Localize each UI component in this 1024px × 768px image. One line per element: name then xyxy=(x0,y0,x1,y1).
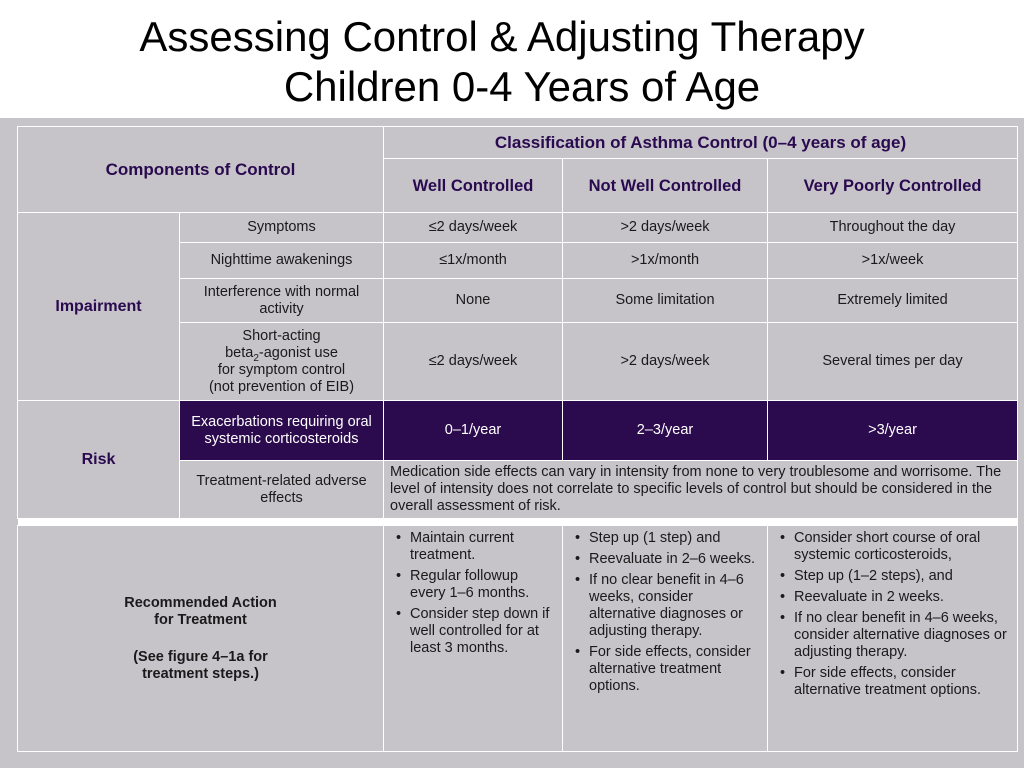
list-item: • If no clear benefit in 4–6 weeks, consider alternative diagnoses or adjusting therapy. xyxy=(794,610,1007,661)
table-row xyxy=(18,401,1018,461)
component-cell: Treatment-related adverse effects xyxy=(180,461,384,519)
component-cell: Interference with normal activity xyxy=(180,279,384,323)
header-not-well-controlled: Not Well Controlled xyxy=(563,159,768,213)
header-classification: Classification of Asthma Control (0–4 years of age) xyxy=(384,127,1018,159)
not-well-cell: Some limitation xyxy=(563,279,768,323)
header-components: Components of Control xyxy=(18,127,384,213)
not-well-cell: >2 days/week xyxy=(563,323,768,401)
recommended-action-label xyxy=(18,526,384,752)
risk-label: Risk xyxy=(18,401,180,519)
component-cell: Exacerbations requiring oral systemic corticosteroids xyxy=(180,401,384,461)
header-well-controlled: Well Controlled xyxy=(384,159,563,213)
page-title xyxy=(0,12,1024,112)
list-item: • Consider short course of oral systemic corticosteroids, xyxy=(794,530,1007,564)
list-item: • Regular followup every 1–6 months. xyxy=(410,568,552,602)
component-cell: Nighttime awakenings xyxy=(180,243,384,279)
adverse-effects-note: Medication side effects can vary in intensity from none to very troublesome and worrisome. The level of intensity does not correlate to specific levels of control but should be considered in the overall assessment of risk. xyxy=(384,461,1018,519)
very-poor-cell: Throughout the day xyxy=(768,213,1018,243)
list-item: • Reevaluate in 2 weeks. xyxy=(794,589,1007,606)
well-cell: ≤2 days/week xyxy=(384,213,563,243)
list-item: • For side effects, consider alternative treatment options. xyxy=(794,665,1007,699)
not-well-cell: 2–3/year xyxy=(563,401,768,461)
very-poor-cell: Several times per day xyxy=(768,323,1018,401)
list-item: • Consider step down if well controlled for at least 3 months. xyxy=(410,606,552,657)
not-well-cell: >1x/month xyxy=(563,243,768,279)
table-row xyxy=(18,526,1018,752)
asthma-control-table xyxy=(17,126,1018,752)
well-cell: 0–1/year xyxy=(384,401,563,461)
recommended-line: for Treatment xyxy=(154,611,247,628)
recommended-note: (See figure 4–1a for xyxy=(133,648,268,665)
well-actions xyxy=(384,526,563,752)
list-item: • For side effects, consider alternative treatment options. xyxy=(589,644,757,695)
component-line: beta xyxy=(225,344,254,361)
impairment-label: Impairment xyxy=(18,213,180,401)
well-cell: ≤2 days/week xyxy=(384,323,563,401)
title-line-1: Assessing Control & Adjusting Therapy xyxy=(139,13,865,60)
list-item: • Step up (1–2 steps), and xyxy=(794,568,1007,585)
very-poor-cell: >3/year xyxy=(768,401,1018,461)
list-item: • Step up (1 step) and xyxy=(589,530,757,547)
not-well-cell: >2 days/week xyxy=(563,213,768,243)
very-poor-cell: Extremely limited xyxy=(768,279,1018,323)
table-row xyxy=(18,213,1018,243)
component-line: Short-acting xyxy=(242,327,321,344)
component-line: -agonist use xyxy=(258,344,338,361)
well-cell: ≤1x/month xyxy=(384,243,563,279)
very-poor-cell: >1x/week xyxy=(768,243,1018,279)
component-cell xyxy=(180,323,384,401)
component-line: for symptom control xyxy=(217,361,346,378)
component-cell: Symptoms xyxy=(180,213,384,243)
component-line: (not prevention of EIB) xyxy=(208,378,355,395)
title-line-2: Children 0-4 Years of Age xyxy=(283,63,761,110)
recommended-note: treatment steps.) xyxy=(142,665,259,682)
subscript: 2 xyxy=(253,352,259,364)
list-item: • Maintain current treatment. xyxy=(410,530,552,564)
very-poor-actions xyxy=(768,526,1018,752)
list-item: • Reevaluate in 2–6 weeks. xyxy=(589,551,757,568)
well-cell: None xyxy=(384,279,563,323)
header-very-poorly-controlled: Very Poorly Controlled xyxy=(768,159,1018,213)
not-well-actions xyxy=(563,526,768,752)
section-divider xyxy=(18,519,1018,526)
list-item: • If no clear benefit in 4–6 weeks, consider alternative diagnoses or adjusting therapy. xyxy=(589,572,757,640)
recommended-line: Recommended Action xyxy=(124,594,277,611)
